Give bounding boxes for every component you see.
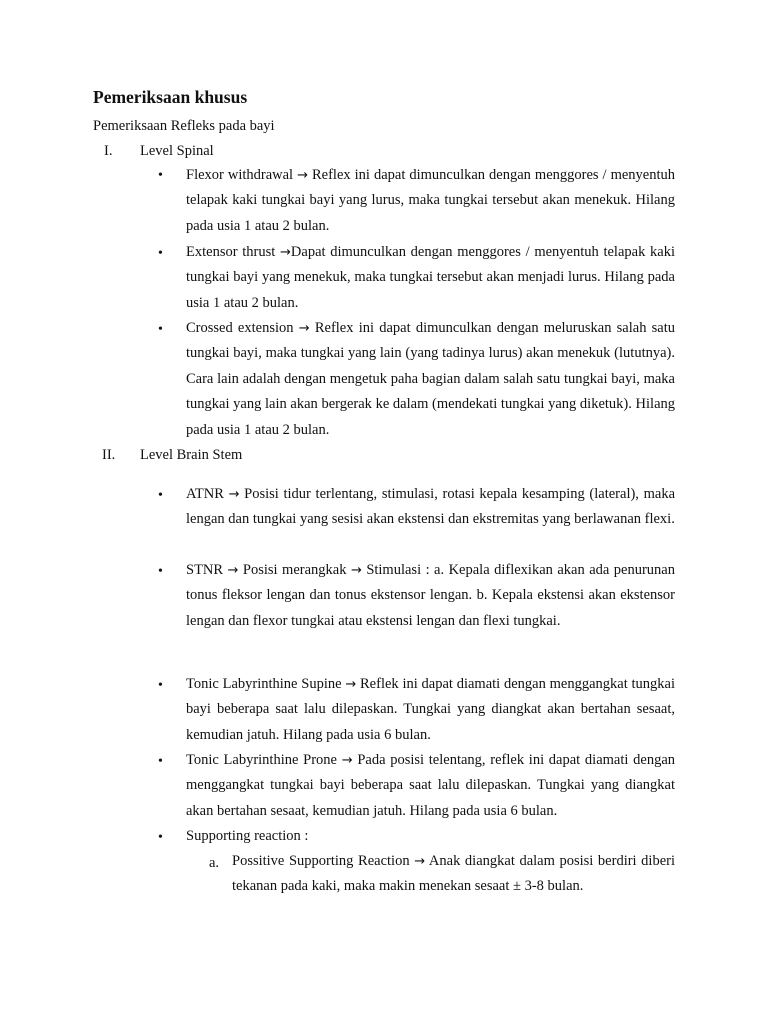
reflex-item-flexor-withdrawal <box>186 163 675 239</box>
reflex-description: Pada posisi telentang, reflek ini dapat diamati dengan menggangkat tungkai bayi beberapa saat lalu dilepaskan. Tungkai yang diangkat akan bertahan sesaat, kemudian jatuh. Hilang pada usia 6 bulan. <box>186 752 676 819</box>
reflex-term: ATNR <box>186 486 224 502</box>
reflex-term: Extensor thrust <box>186 244 276 260</box>
page-subtitle: Pemeriksaan Refleks pada bayi <box>93 118 275 134</box>
arrow-right-icon: → <box>350 563 362 578</box>
reflex-item-extensor-thrust <box>186 240 675 316</box>
bullet-icon: • <box>158 754 163 769</box>
arrow-right-icon: → <box>228 487 240 502</box>
page-title: Pemeriksaan khusus <box>93 87 248 107</box>
reflex-item-tonic-labyrinthine-supine <box>186 672 675 748</box>
reflex-description: Posisi tidur terlentang, stimulasi, rotasi kepala kesamping (lateral), maka lengan dan tungkai yang sesisi akan ekstensi dan ekstremitas yang berlawanan flexi. <box>186 486 676 528</box>
reflex-item-tonic-labyrinthine-prone <box>186 748 675 824</box>
reflex-term: Supporting reaction : <box>186 828 309 844</box>
reflex-description: Reflek ini dapat diamati dengan menggangkat tungkai bayi beberapa saat lalu dilepaskan. Tungkai yang diangkat akan bertahan sesaat, kemudian jatuh. Hilang pada usia 6 bulan. <box>186 676 676 743</box>
reflex-term: STNR <box>186 562 224 578</box>
arrow-right-icon: → <box>297 168 308 183</box>
reflex-term: Possitive Supporting Reaction <box>232 853 410 869</box>
bullet-icon: • <box>158 322 163 337</box>
bullet-icon: • <box>158 678 163 693</box>
level-label-spinal: Level Spinal <box>140 143 214 159</box>
bullet-icon: • <box>158 830 163 845</box>
arrow-right-icon: → <box>414 854 426 869</box>
reflex-description-posture: Posisi merangkak <box>242 562 347 578</box>
bullet-icon: • <box>158 246 163 261</box>
bullet-icon: • <box>158 488 163 503</box>
reflex-description-extension: b. Kepala ekstensi akan ekstensor lengan dan flexor tungkai atau ekstensi lengan dan flexi tungkai. <box>186 587 675 629</box>
bullet-icon: • <box>158 168 163 183</box>
arrow-right-icon: → <box>227 563 239 578</box>
reflex-item-crossed-extension <box>186 316 675 443</box>
arrow-right-icon: → <box>298 321 310 336</box>
arrow-right-icon: → <box>345 677 357 692</box>
level-label-brain-stem: Level Brain Stem <box>140 447 243 463</box>
arrow-right-icon: → <box>280 245 291 260</box>
reflex-term: Tonic Labyrinthine Prone <box>186 752 337 768</box>
reflex-item-atnr <box>186 482 675 533</box>
reflex-term: Tonic Labyrinthine Supine <box>186 676 342 692</box>
reflex-item-supporting-reaction <box>186 824 675 849</box>
sub-item-letter: a. <box>209 855 220 871</box>
reflex-description: Reflex ini dapat dimunculkan dengan meluruskan salah satu tungkai bayi, maka tungkai yang lain (yang tadinya lurus) akan menekuk (lututnya). Cara lain adalah dengan mengetuk paha bagian dalam salah satu tungkai bayi, maka tungkai yang lain akan bergerak ke dalam (mendekati tungkai yang diketuk). Hilang pada usia 1 atau 2 bulan. <box>186 320 676 438</box>
level-numeral-1: I. <box>104 143 113 159</box>
reflex-subitem-positive-supporting <box>232 849 675 900</box>
reflex-term: Crossed extension <box>186 320 294 336</box>
reflex-description-stimulus: Stimulasi : a. Kepala diflexikan akan ada penurunan tonus fleksor lengan dan tonus ekstensor lengan. <box>186 562 675 604</box>
reflex-term: Flexor withdrawal <box>186 167 294 183</box>
arrow-right-icon: → <box>341 753 353 768</box>
reflex-item-stnr <box>186 558 675 634</box>
level-numeral-2: II. <box>102 447 116 463</box>
reflex-description: Anak diangkat dalam posisi berdiri diberi tekanan pada kaki, maka makin menekan sesaat ± 3-8 bulan. <box>232 853 676 895</box>
bullet-icon: • <box>158 564 163 579</box>
reflex-description: Reflex ini dapat dimunculkan dengan menggores / menyentuh telapak kaki tungkai bayi yang lurus, maka tungkai tersebut akan menekuk. Hilang pada usia 1 atau 2 bulan. <box>186 167 676 234</box>
reflex-description: Dapat dimunculkan dengan menggores / menyentuh telapak kaki tungkai bayi yang menekuk, maka tungkai tersebut akan menjadi lurus. Hilang pada usia 1 atau 2 bulan. <box>186 244 676 311</box>
